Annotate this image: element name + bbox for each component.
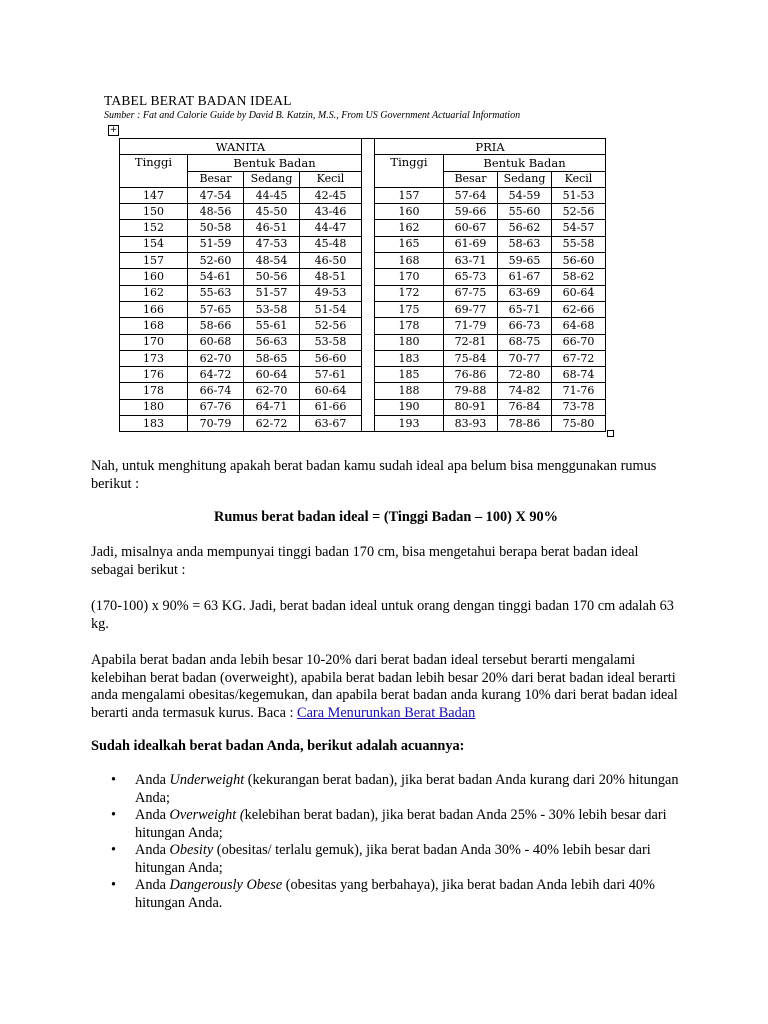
weight-range-cell: 83-93 bbox=[444, 416, 498, 432]
list-item-em: Dangerously Obese bbox=[169, 877, 283, 893]
weight-range-cell: 46-50 bbox=[300, 253, 362, 269]
pria-tinggi-header: Tinggi bbox=[375, 155, 444, 188]
tinggi-cell: 154 bbox=[120, 236, 188, 252]
weight-range-cell: 50-56 bbox=[244, 269, 300, 285]
weight-range-cell: 60-64 bbox=[244, 367, 300, 383]
example-paragraph: Jadi, misalnya anda mempunyai tinggi badan 170 cm, bisa mengetahui berapa berat badan ideal sebagai berikut : bbox=[91, 544, 639, 578]
formula-line: Rumus berat badan ideal = (Tinggi Badan – 100) X 90% bbox=[214, 509, 558, 525]
weight-range-cell: 63-67 bbox=[300, 416, 362, 432]
weight-range-cell: 68-74 bbox=[552, 367, 606, 383]
weight-range-cell: 47-53 bbox=[244, 236, 300, 252]
list-item-em: Obesity bbox=[169, 842, 214, 858]
table-row bbox=[120, 399, 362, 415]
tinggi-cell: 173 bbox=[120, 350, 188, 366]
weight-range-cell: 67-75 bbox=[444, 285, 498, 301]
weight-range-cell: 48-51 bbox=[300, 269, 362, 285]
table-row bbox=[375, 416, 606, 432]
weight-range-cell: 60-64 bbox=[300, 383, 362, 399]
table-move-handle-icon[interactable]: + bbox=[109, 125, 118, 135]
weight-range-cell: 55-60 bbox=[498, 204, 552, 220]
weight-range-cell: 70-79 bbox=[188, 416, 244, 432]
weight-range-cell: 65-71 bbox=[498, 301, 552, 317]
weight-range-cell: 55-61 bbox=[244, 318, 300, 334]
table-row bbox=[120, 285, 362, 301]
weight-range-cell: 72-81 bbox=[444, 334, 498, 350]
tinggi-cell: 172 bbox=[375, 285, 444, 301]
weight-range-cell: 76-86 bbox=[444, 367, 498, 383]
table-row bbox=[375, 350, 606, 366]
table-row bbox=[120, 367, 362, 383]
table-row bbox=[375, 253, 606, 269]
table-row bbox=[375, 220, 606, 236]
wanita-col-header: Kecil bbox=[300, 171, 362, 187]
weight-range-cell: 73-78 bbox=[552, 399, 606, 415]
table-row bbox=[120, 318, 362, 334]
weight-range-cell: 75-84 bbox=[444, 350, 498, 366]
weight-range-cell: 64-68 bbox=[552, 318, 606, 334]
weight-range-cell: 62-66 bbox=[552, 301, 606, 317]
tinggi-cell: 152 bbox=[120, 220, 188, 236]
weight-range-cell: 61-67 bbox=[498, 269, 552, 285]
tinggi-cell: 162 bbox=[375, 220, 444, 236]
weight-range-cell: 51-54 bbox=[300, 301, 362, 317]
weight-range-cell: 64-72 bbox=[188, 367, 244, 383]
tinggi-cell: 150 bbox=[120, 204, 188, 220]
list-item-em: Underweight bbox=[169, 772, 245, 788]
table-row bbox=[375, 301, 606, 317]
weight-range-cell: 64-71 bbox=[244, 399, 300, 415]
weight-range-cell: 51-57 bbox=[244, 285, 300, 301]
wanita-col-header: Sedang bbox=[244, 171, 300, 187]
weight-range-cell: 56-60 bbox=[552, 253, 606, 269]
pria-col-header: Sedang bbox=[498, 171, 552, 187]
tinggi-cell: 147 bbox=[120, 187, 188, 203]
tinggi-cell: 185 bbox=[375, 367, 444, 383]
weight-range-cell: 45-50 bbox=[244, 204, 300, 220]
weight-range-cell: 44-45 bbox=[244, 187, 300, 203]
weight-range-cell: 52-60 bbox=[188, 253, 244, 269]
table-row bbox=[120, 187, 362, 203]
tinggi-cell: 178 bbox=[120, 383, 188, 399]
list-item-pre: Anda bbox=[135, 807, 170, 823]
weight-range-cell: 55-63 bbox=[188, 285, 244, 301]
weight-range-cell: 66-70 bbox=[552, 334, 606, 350]
wanita-table bbox=[119, 138, 362, 432]
tinggi-cell: 160 bbox=[375, 204, 444, 220]
weight-range-cell: 74-82 bbox=[498, 383, 552, 399]
list-item-post: (kekurangan berat badan), jika berat badan Anda kurang dari 20% hitungan Anda; bbox=[135, 772, 679, 806]
diet-article-link[interactable]: Cara Menurunkan Berat Badan bbox=[297, 704, 476, 721]
tinggi-cell: 162 bbox=[120, 285, 188, 301]
weight-range-cell: 47-54 bbox=[188, 187, 244, 203]
wanita-col-header: Besar bbox=[188, 171, 244, 187]
weight-range-cell: 51-53 bbox=[552, 187, 606, 203]
wanita-tinggi-header: Tinggi bbox=[120, 155, 188, 188]
pria-table bbox=[374, 138, 606, 432]
weight-range-cell: 53-58 bbox=[244, 301, 300, 317]
list-item-pre: Anda bbox=[135, 877, 170, 893]
weight-range-cell: 63-71 bbox=[444, 253, 498, 269]
table-row bbox=[375, 318, 606, 334]
tinggi-cell: 170 bbox=[120, 334, 188, 350]
table-source: Sumber : Fat and Calorie Guide by David B. Katzin, M.S., From US Government Actuarial Information bbox=[104, 110, 521, 121]
table-row bbox=[120, 204, 362, 220]
bullet-icon: • bbox=[111, 807, 117, 823]
tinggi-cell: 180 bbox=[375, 334, 444, 350]
table-title: TABEL BERAT BADAN IDEAL bbox=[104, 93, 292, 108]
weight-range-cell: 48-54 bbox=[244, 253, 300, 269]
weight-range-cell: 78-86 bbox=[498, 416, 552, 432]
weight-range-cell: 58-66 bbox=[188, 318, 244, 334]
weight-range-cell: 66-73 bbox=[498, 318, 552, 334]
weight-range-cell: 69-77 bbox=[444, 301, 498, 317]
weight-range-cell: 63-69 bbox=[498, 285, 552, 301]
weight-range-cell: 56-63 bbox=[244, 334, 300, 350]
tinggi-cell: 188 bbox=[375, 383, 444, 399]
overweight-paragraph bbox=[91, 652, 681, 722]
bullet-icon: • bbox=[111, 772, 117, 788]
table-row bbox=[120, 253, 362, 269]
weight-range-cell: 42-45 bbox=[300, 187, 362, 203]
weight-range-cell: 61-66 bbox=[300, 399, 362, 415]
weight-range-cell: 62-70 bbox=[244, 383, 300, 399]
tinggi-cell: 157 bbox=[375, 187, 444, 203]
tinggi-cell: 168 bbox=[120, 318, 188, 334]
wanita-group-label: WANITA bbox=[120, 139, 362, 155]
tinggi-cell: 166 bbox=[120, 301, 188, 317]
weight-range-cell: 43-46 bbox=[300, 204, 362, 220]
list-item-em: Overweight ( bbox=[169, 807, 245, 823]
weight-range-cell: 75-80 bbox=[552, 416, 606, 432]
table-row bbox=[120, 383, 362, 399]
table-row bbox=[120, 301, 362, 317]
weight-range-cell: 49-53 bbox=[300, 285, 362, 301]
weight-range-cell: 52-56 bbox=[552, 204, 606, 220]
list-item-post: (obesitas yang berbahaya), jika berat badan Anda lebih dari 40% hitungan Anda. bbox=[135, 877, 655, 911]
weight-range-cell: 44-47 bbox=[300, 220, 362, 236]
overweight-text: Apabila berat badan anda lebih besar 10-20% dari berat badan ideal tersebut berarti mengalami kelebihan berat badan (overweight), apabila berat badan lebih besar 20% dari berat badan ideal berarti anda mengalami obesitas/kegemukan, dan apabila berat badan anda kurang 10% dari berat badan ideal berarti anda termasuk kurus. Baca : bbox=[91, 652, 678, 721]
tinggi-cell: 190 bbox=[375, 399, 444, 415]
bullet-icon: • bbox=[111, 842, 117, 858]
weight-range-cell: 57-61 bbox=[300, 367, 362, 383]
weight-range-cell: 67-72 bbox=[552, 350, 606, 366]
weight-range-cell: 76-84 bbox=[498, 399, 552, 415]
weight-range-cell: 54-57 bbox=[552, 220, 606, 236]
tinggi-cell: 175 bbox=[375, 301, 444, 317]
list-item-pre: Anda bbox=[135, 772, 170, 788]
table-row bbox=[120, 334, 362, 350]
weight-range-cell: 68-75 bbox=[498, 334, 552, 350]
weight-range-cell: 54-61 bbox=[188, 269, 244, 285]
list-item-post: (obesitas/ terlalu gemuk), jika berat badan Anda 30% - 40% lebih besar dari hitungan Anda; bbox=[135, 842, 651, 876]
weight-range-cell: 50-58 bbox=[188, 220, 244, 236]
table-row bbox=[375, 269, 606, 285]
table-row bbox=[375, 204, 606, 220]
table-row bbox=[375, 285, 606, 301]
table-row bbox=[375, 399, 606, 415]
table-row bbox=[375, 383, 606, 399]
list-item-pre: Anda bbox=[135, 842, 170, 858]
intro-paragraph: Nah, untuk menghitung apakah berat badan kamu sudah ideal apa belum bisa menggunakan rumus berikut : bbox=[91, 458, 657, 492]
weight-range-cell: 62-72 bbox=[244, 416, 300, 432]
wanita-bentuk-header: Bentuk Badan bbox=[188, 155, 362, 171]
weight-range-cell: 59-66 bbox=[444, 204, 498, 220]
pria-col-header: Kecil bbox=[552, 171, 606, 187]
weight-range-cell: 67-76 bbox=[188, 399, 244, 415]
weight-range-cell: 71-79 bbox=[444, 318, 498, 334]
weight-range-cell: 80-91 bbox=[444, 399, 498, 415]
weight-range-cell: 51-59 bbox=[188, 236, 244, 252]
table-row bbox=[120, 220, 362, 236]
pria-bentuk-header: Bentuk Badan bbox=[444, 155, 606, 171]
weight-range-cell: 62-70 bbox=[188, 350, 244, 366]
tinggi-cell: 193 bbox=[375, 416, 444, 432]
weight-range-cell: 55-58 bbox=[552, 236, 606, 252]
weight-range-cell: 66-74 bbox=[188, 383, 244, 399]
weight-range-cell: 46-51 bbox=[244, 220, 300, 236]
tinggi-cell: 176 bbox=[120, 367, 188, 383]
weight-range-cell: 54-59 bbox=[498, 187, 552, 203]
tinggi-cell: 183 bbox=[120, 416, 188, 432]
weight-range-cell: 45-48 bbox=[300, 236, 362, 252]
bullet-icon: • bbox=[111, 877, 117, 893]
weight-range-cell: 61-69 bbox=[444, 236, 498, 252]
weight-range-cell: 60-67 bbox=[444, 220, 498, 236]
table-row bbox=[375, 187, 606, 203]
list-item bbox=[111, 772, 681, 807]
tinggi-cell: 178 bbox=[375, 318, 444, 334]
weight-range-cell: 56-62 bbox=[498, 220, 552, 236]
weight-range-cell: 58-65 bbox=[244, 350, 300, 366]
table-row bbox=[120, 269, 362, 285]
weight-range-cell: 52-56 bbox=[300, 318, 362, 334]
tinggi-cell: 180 bbox=[120, 399, 188, 415]
weight-range-cell: 65-73 bbox=[444, 269, 498, 285]
reference-heading: Sudah idealkah berat badan Anda, berikut adalah acuannya: bbox=[91, 738, 465, 754]
table-row bbox=[120, 350, 362, 366]
tinggi-cell: 165 bbox=[375, 236, 444, 252]
weight-range-cell: 72-80 bbox=[498, 367, 552, 383]
weight-range-cell: 57-65 bbox=[188, 301, 244, 317]
table-row bbox=[375, 334, 606, 350]
weight-range-cell: 70-77 bbox=[498, 350, 552, 366]
tinggi-cell: 170 bbox=[375, 269, 444, 285]
weight-range-cell: 48-56 bbox=[188, 204, 244, 220]
table-gap bbox=[361, 138, 374, 432]
weight-range-cell: 53-58 bbox=[300, 334, 362, 350]
category-list bbox=[111, 772, 681, 912]
weight-range-cell: 79-88 bbox=[444, 383, 498, 399]
weight-range-cell: 57-64 bbox=[444, 187, 498, 203]
table-resize-handle[interactable] bbox=[607, 430, 614, 437]
tinggi-cell: 183 bbox=[375, 350, 444, 366]
table-row bbox=[120, 416, 362, 432]
tinggi-cell: 168 bbox=[375, 253, 444, 269]
table-row bbox=[120, 236, 362, 252]
weight-range-cell: 71-76 bbox=[552, 383, 606, 399]
table-row bbox=[375, 236, 606, 252]
calculation-paragraph: (170-100) x 90% = 63 KG. Jadi, berat badan ideal untuk orang dengan tinggi badan 170 cm adalah 63 kg. bbox=[91, 598, 674, 632]
pria-col-header: Besar bbox=[444, 171, 498, 187]
list-item bbox=[111, 842, 681, 877]
weight-range-cell: 56-60 bbox=[300, 350, 362, 366]
list-item bbox=[111, 807, 681, 842]
weight-range-cell: 60-68 bbox=[188, 334, 244, 350]
pria-group-label: PRIA bbox=[375, 139, 606, 155]
weight-range-cell: 58-62 bbox=[552, 269, 606, 285]
table-row bbox=[375, 367, 606, 383]
list-item bbox=[111, 877, 681, 912]
tinggi-cell: 157 bbox=[120, 253, 188, 269]
tinggi-cell: 160 bbox=[120, 269, 188, 285]
weight-range-cell: 60-64 bbox=[552, 285, 606, 301]
weight-range-cell: 58-63 bbox=[498, 236, 552, 252]
weight-range-cell: 59-65 bbox=[498, 253, 552, 269]
list-item-post: kelebihan berat badan), jika berat badan Anda 25% - 30% lebih besar dari hitungan Anda; bbox=[135, 807, 667, 841]
